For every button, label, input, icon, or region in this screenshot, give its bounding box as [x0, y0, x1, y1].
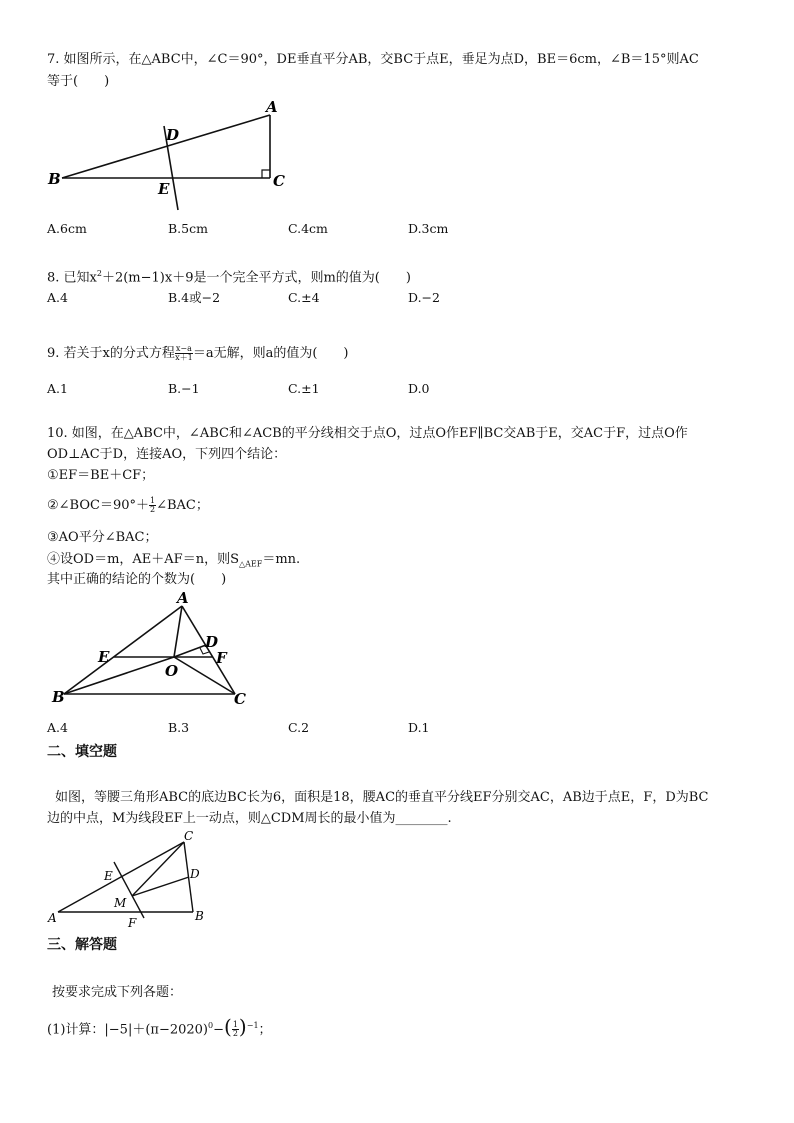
section3-p1-rparen: ) [238, 1014, 247, 1039]
q10-label-d: D [205, 633, 219, 651]
q10-figure [48, 589, 258, 710]
section2-label-d: D [190, 867, 200, 881]
section3-p1-end: ； [258, 1022, 272, 1038]
q10-c2-den: 2 [150, 505, 156, 514]
q7-option-b[interactable]: B.5cm [168, 221, 208, 236]
q10-label-b: B [52, 688, 65, 706]
q8-option-a[interactable]: A.4 [47, 290, 68, 305]
q9-text [47, 345, 349, 362]
q10-text-line1: 10. 如图，在△ABC中，∠ABC和∠ACB的平分线相交于点O，过点O作EF∥BC交AB于E，交AC于F，过点O作 [47, 426, 688, 441]
q10-label-f: F [216, 649, 227, 667]
q10-label-a: A [177, 589, 189, 607]
q10-label-c: C [234, 690, 246, 708]
q8-option-b[interactable]: B.4或−2 [168, 290, 221, 305]
q10-c4-sub: △AEF [238, 559, 263, 569]
q7-option-d[interactable]: D.3cm [408, 221, 449, 236]
section2-figure [46, 829, 216, 930]
q10-option-a[interactable]: A.4 [47, 720, 68, 735]
section3-p1-sup2: −1 [246, 1021, 259, 1030]
q8-text-prefix: 8. 已知x [47, 270, 97, 286]
q10-label-e: E [98, 648, 110, 666]
q10-conclusion-2 [47, 497, 209, 514]
section2-title: 二、填空题 [47, 744, 117, 760]
q9-option-b[interactable]: B.−1 [168, 381, 200, 396]
q9-option-c[interactable]: C.±1 [288, 381, 320, 396]
q9-frac-den: x＋1 [175, 353, 193, 362]
q7-option-c[interactable]: C.4cm [288, 221, 328, 236]
q10-option-d[interactable]: D.1 [408, 720, 430, 735]
section2-label-a: A [48, 911, 57, 925]
section3-problem-1 [47, 1014, 272, 1039]
q8-text-sup: 2 [96, 269, 102, 278]
section2-label-c: C [184, 829, 194, 843]
q8-text [47, 266, 411, 286]
q7-option-a[interactable]: A.6cm [47, 221, 87, 236]
q9-frac-num: x−a [175, 344, 192, 353]
q9-option-d[interactable]: D.0 [408, 381, 430, 396]
q7-text-line1: 7. 如图所示，在△ABC中，∠C＝90°，DE垂直平分AB，交BC于点E，垂足为点D，BE＝6cm，∠B＝15°则AC [47, 52, 699, 67]
q10-option-b[interactable]: B.3 [168, 720, 190, 735]
section2-label-f: F [128, 916, 137, 930]
q10-ask: 其中正确的结论的个数为( ) [47, 572, 227, 587]
q7-label-c: C [273, 172, 285, 190]
q7-figure [40, 98, 300, 218]
section2-question-line2: 边的中点，M为线段EF上一动点，则△CDM周长的最小值为________. [47, 811, 452, 826]
section3-p1-fraction [232, 1021, 239, 1038]
q8-option-c[interactable]: C.±4 [288, 290, 320, 305]
section3-p1-mid: − [213, 1022, 225, 1038]
q8-option-d[interactable]: D.−2 [408, 290, 440, 305]
q10-c2-rest: ∠BAC； [156, 498, 209, 513]
q10-conclusion-1: ①EF＝BE＋CF； [47, 468, 155, 483]
q9-option-a[interactable]: A.1 [47, 381, 68, 396]
q9-fraction [175, 345, 193, 362]
q7-label-a: A [266, 98, 278, 116]
section3-intro: 按要求完成下列各题： [52, 985, 183, 1000]
q10-conclusion-3: ③AO平分∠BAC； [47, 530, 158, 545]
q7-label-e: E [158, 180, 170, 198]
section2-question-line1: 如图，等腰三角形ABC的底边BC长为6，面积是18，腰AC的垂直平分线EF分别交AC，AB边于点E，F，D为BC [55, 790, 709, 805]
q9-text-rest: ＝a无解，则a的值为( ) [192, 346, 349, 361]
section2-label-e: E [104, 869, 113, 883]
q7-label-d: D [166, 126, 180, 144]
q10-option-c[interactable]: C.2 [288, 720, 310, 735]
q7-label-b: B [48, 170, 61, 188]
q8-text-rest: ＋2(m−1)x＋9是一个完全平方式，则m的值为( ) [101, 270, 411, 286]
q9-text-prefix: 9. 若关于x的分式方程 [47, 346, 175, 361]
section2-label-m: M [114, 896, 127, 910]
section3-p1-sup: 0 [208, 1021, 214, 1030]
section2-label-b: B [195, 909, 204, 923]
q10-c2-prefix: ②∠BOC＝90°＋ [47, 498, 149, 513]
q10-c4-rest: ＝mn. [262, 552, 301, 567]
section3-p1-lparen: ( [224, 1014, 232, 1039]
q10-c2-num: 1 [150, 496, 156, 505]
q10-text-line2: OD⊥AC于D，连接AO，下列四个结论： [47, 447, 287, 462]
q10-c4-prefix: ④设OD＝m，AE＋AF＝n，则S [47, 552, 239, 567]
section3-p1-num: 1 [232, 1020, 238, 1030]
section3-p1-prefix: (1)计算：|−5|＋(π−2020) [47, 1022, 209, 1038]
section3-title: 三、解答题 [47, 937, 117, 953]
section3-p1-den: 2 [232, 1029, 238, 1039]
q10-conclusion-4 [47, 552, 300, 573]
q10-label-o: O [165, 662, 179, 680]
q7-text-line2: 等于( ) [47, 74, 110, 89]
